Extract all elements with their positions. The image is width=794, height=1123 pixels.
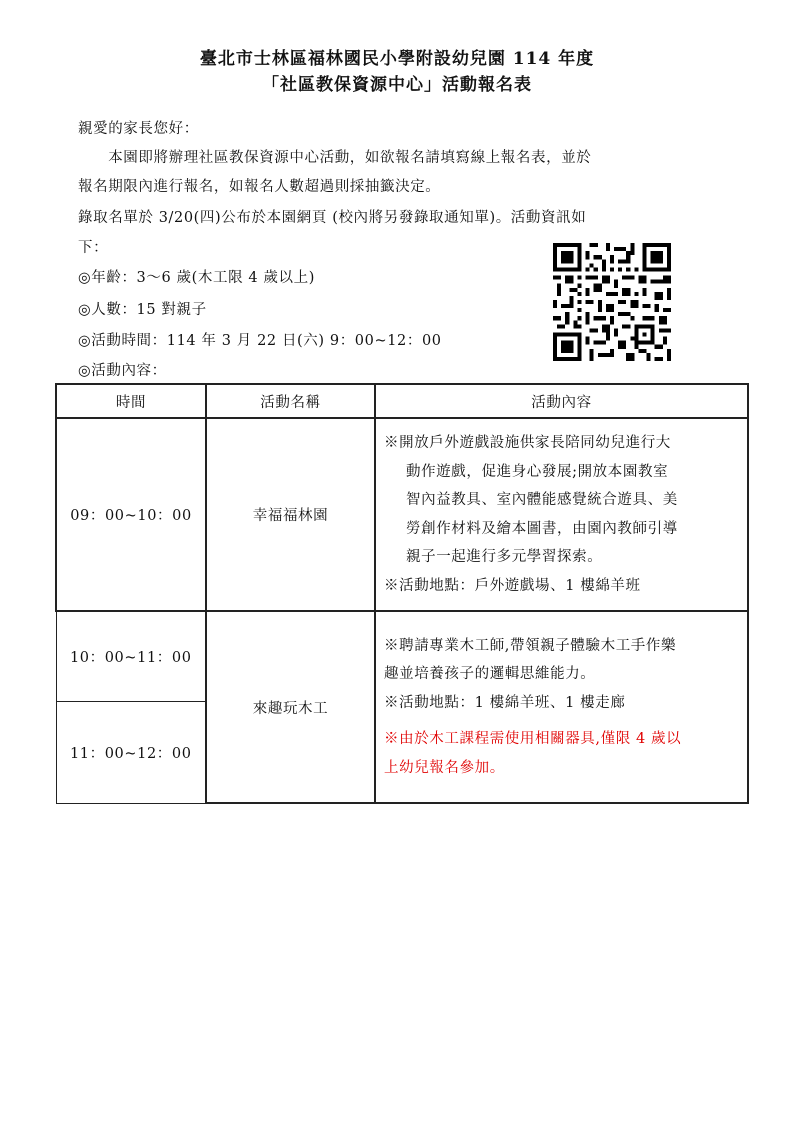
row1-time: 09：00~10：00 <box>56 418 206 611</box>
row1-content-line-5: 親子一起進行多元學習探索。 <box>406 549 603 565</box>
row1-content-line-3: 智內益教具、室內體能感覺統合遊具、美 <box>406 492 678 508</box>
row2-time-b: 11：00~12：00 <box>56 701 206 803</box>
activity-table <box>55 383 749 804</box>
title-line-2: 「社區教保資源中心」活動報名表 <box>262 75 532 95</box>
row2-note-line-1: ※由於木工課程需使用相關器具,僅限 4 歲以 <box>384 731 682 748</box>
row1-content-line-4: 勞創作材料及繪本圖書，由園內教師引導 <box>406 520 678 537</box>
table-row <box>56 611 748 701</box>
intro-line-3: 錄取名單於 3/20(四)公布於本園網頁 (校內將另發錄取通知單)。活動資訊如 <box>78 210 587 226</box>
row2-name: 來趣玩木工 <box>206 611 375 803</box>
row2-content-line-2: 趣並培養孩子的邏輯思維能力。 <box>384 666 596 683</box>
info-content-label: ◎活動內容： <box>78 363 167 379</box>
table-row <box>56 418 748 611</box>
qr-code-icon[interactable] <box>553 243 671 361</box>
intro-line-1: 本園即將辦理社區教保資源中心活動，如欲報名請填寫線上報名表，並於 <box>78 150 592 166</box>
row2-time-a: 10：00~11：00 <box>56 611 206 701</box>
intro-line-4: 下： <box>78 240 109 256</box>
row1-content <box>375 418 748 611</box>
info-age: ◎年齡：3～6 歲(木工限 4 歲以上) <box>78 270 315 286</box>
intro-line-2: 報名期限內進行報名，如報名人數超過則採抽籤決定。 <box>78 179 441 195</box>
row1-content-line-2: 動作遊戲，促進身心發展;開放本園教室 <box>406 463 669 480</box>
table-header-row <box>56 384 748 418</box>
row1-content-line-1: ※開放戶外遊戲設施供家長陪同幼兒進行大 <box>384 435 671 451</box>
header-time: 時間 <box>56 384 206 418</box>
info-count: ◎人數：15 對親子 <box>78 302 207 318</box>
row1-name: 幸福福林園 <box>206 418 375 611</box>
row1-location: ※活動地點：戶外遊戲場、1 樓綿羊班 <box>384 577 641 594</box>
greeting: 親愛的家長您好： <box>78 121 199 137</box>
title-line-1: 臺北市士林區福林國民小學附設幼兒園 114 年度 <box>199 49 595 69</box>
row2-note-line-2: 上幼兒報名參加。 <box>384 759 505 776</box>
header-content: 活動內容 <box>375 384 748 418</box>
row2-location: ※活動地點：1 樓綿羊班、1 樓走廊 <box>384 694 626 711</box>
row2-content <box>375 611 748 803</box>
info-time: ◎活動時間：114 年 3 月 22 日(六) 9：00~12：00 <box>78 333 442 349</box>
row2-content-line-1: ※聘請專業木工師,帶領親子體驗木工手作樂 <box>384 637 677 654</box>
header-name: 活動名稱 <box>206 384 375 418</box>
